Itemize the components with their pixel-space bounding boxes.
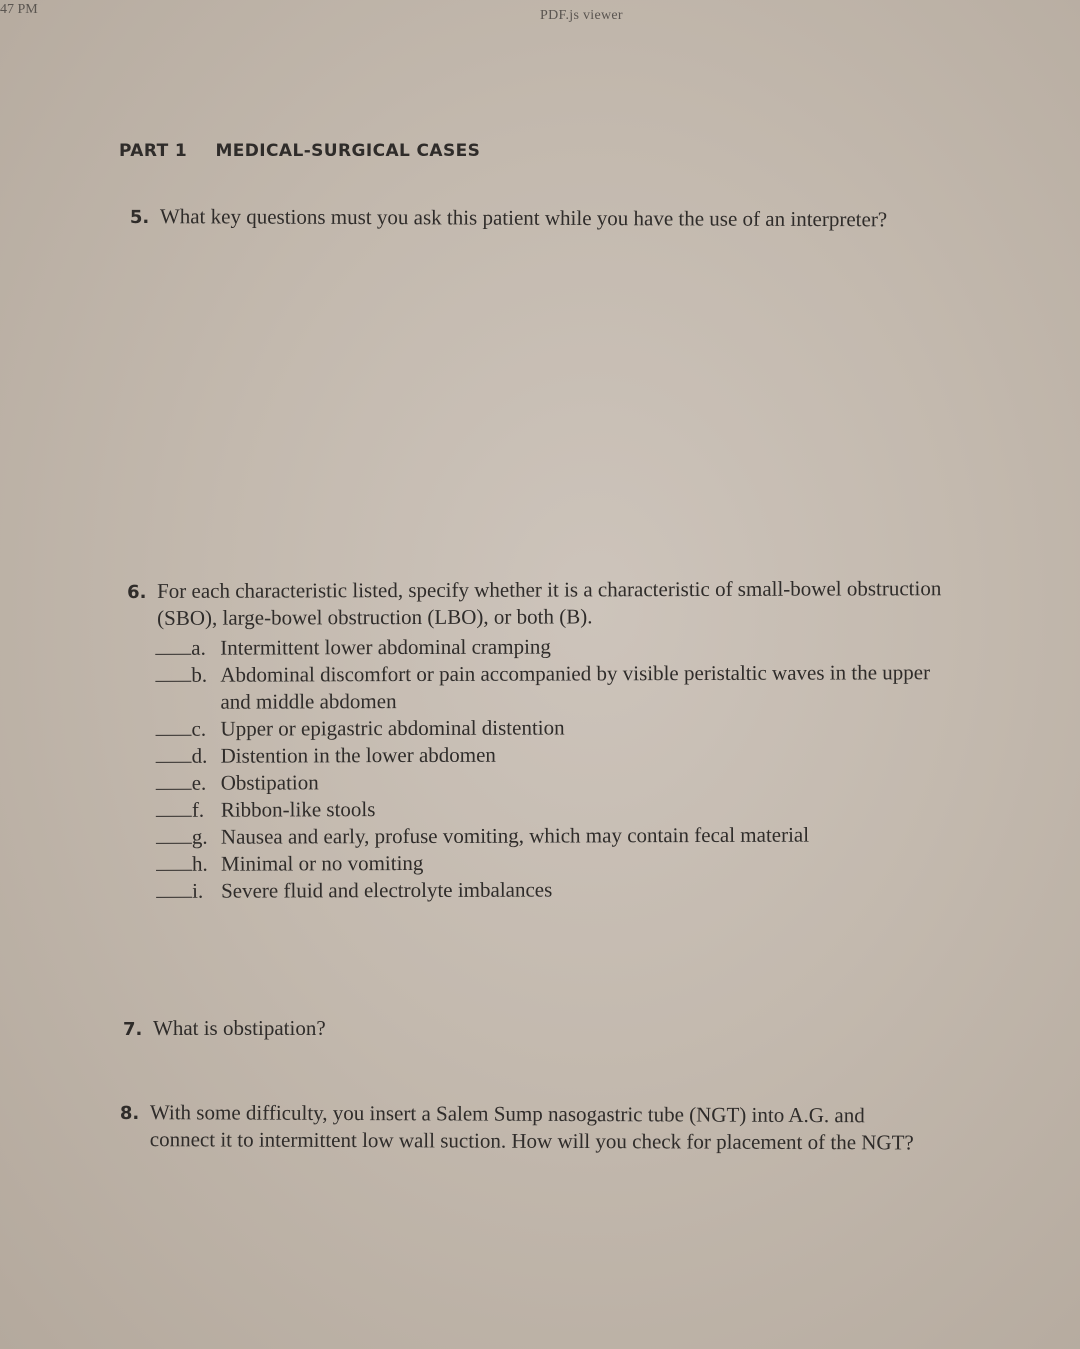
item-letter: b. [191,662,208,687]
item-letter: a. [191,635,206,660]
question-text [157,575,941,632]
item-text-line: and middle abdomen [220,689,397,714]
part-title: MEDICAL-SURGICAL CASES [215,141,481,161]
item-letter: g. [191,824,208,849]
answer-blank[interactable] [156,870,192,871]
list-item [155,659,1055,716]
print-time: 47 PM [0,2,38,17]
item-text: Nausea and early, profuse vomiting, which may contain fecal material [220,822,810,849]
item-text: Severe fluid and electrolyte imbalances [221,877,553,903]
item-text: Minimal or no vomiting [220,850,424,876]
item-letter: f. [191,797,205,822]
item-text: Upper or epigastric abdominal distention [220,715,565,741]
list-item [156,848,1056,878]
question-text [150,1099,914,1156]
answer-blank[interactable] [156,816,192,817]
list-item [155,632,1055,662]
answer-blank[interactable] [156,843,192,844]
list-item [156,740,1056,770]
item-text: Distention in the lower abdomen [220,742,496,768]
answer-blank[interactable] [155,681,191,682]
item-letter: d. [191,743,208,768]
list-item [155,713,1055,743]
question-number: 8. [119,1103,140,1125]
item-letter: e. [191,770,207,795]
characteristic-list [155,632,1056,905]
part-header [119,141,480,161]
item-letter: c. [191,716,207,741]
print-header [0,2,1080,32]
answer-blank[interactable] [156,897,192,898]
item-text: Intermittent lower abdominal cramping [220,634,551,660]
item-letter: i. [192,878,204,903]
question-line: For each characteristic listed, specify whether it is a characteristic of small-bowel obstruction [157,576,942,603]
list-item [156,875,1056,905]
question-text: What is obstipation? [153,1016,326,1040]
list-item [156,794,1056,824]
part-label: PART 1 [119,141,188,161]
list-item [156,821,1056,851]
question-number: 6. [127,581,147,603]
question-text: What key questions must you ask this patient while you have the use of an interpreter? [159,204,888,232]
print-title: PDF.js viewer [540,8,623,23]
answer-blank[interactable] [156,735,192,736]
question-line: With some difficulty, you insert a Salem Sump nasogastric tube (NGT) into A.G. and [149,1100,865,1128]
item-letter: h. [191,851,208,876]
question-line: connect it to intermittent low wall suction. How will you check for placement of the NGT? [149,1127,914,1155]
question-number: 7. [123,1019,143,1040]
item-text-line: Abdominal discomfort or pain accompanied by visible peristaltic waves in the upper [220,660,931,687]
answer-blank[interactable] [155,654,191,655]
list-item [156,767,1056,797]
item-text: Ribbon-like stools [220,797,376,822]
question-line: (SBO), large-bowel obstruction (LBO), or both (B). [157,604,593,630]
answer-blank[interactable] [156,789,192,790]
answer-blank[interactable] [156,762,192,763]
item-text [220,659,930,715]
item-text: Obstipation [220,770,319,795]
question-number: 5. [129,206,150,229]
